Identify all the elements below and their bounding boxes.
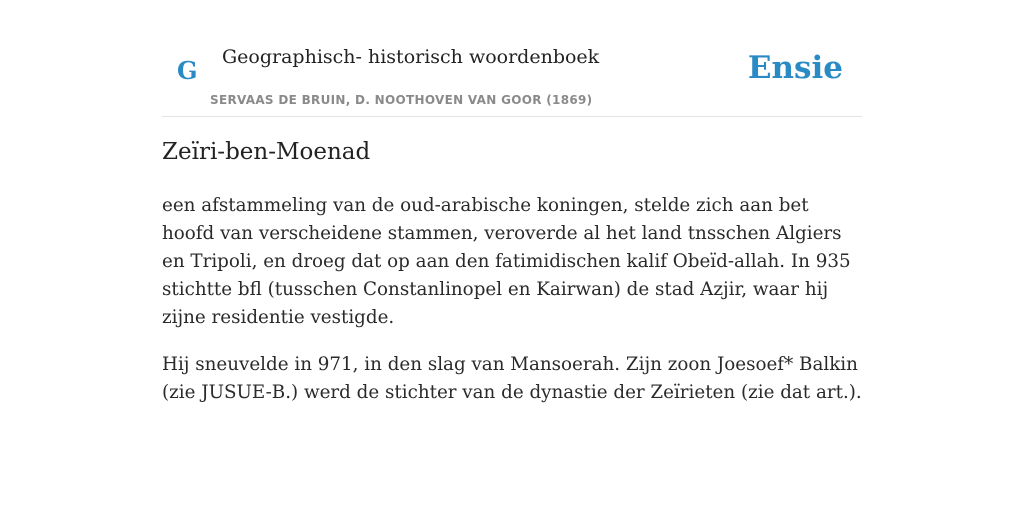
entry-paragraph: een afstammeling van de oud-arabische koningen, stelde zich aan bet hoofd van verscheidene stammen, veroverde al het land tnsschen Algiers en Tripoli, en droeg dat op aan den fatimidischen kalif Obeïd-allah. In 935 stichtte bfl (tusschen Constanlinopel en Kairwan) de stad Azjir, waar hij zijne residentie vestigde.: [162, 195, 851, 328]
ensie-logo-link[interactable]: Ensie: [747, 50, 843, 86]
dictionary-byline: SERVAAS DE BRUIN, D. NOOTHOVEN VAN GOOR (1869): [210, 93, 593, 107]
dictionary-logo-letter[interactable]: G: [177, 56, 198, 85]
page: [162, 0, 862, 403]
dictionary-title[interactable]: Geographisch- historisch woordenboek: [222, 46, 600, 68]
entry-paragraph: Hij sneuvelde in 971, in den slag van Mansoerah. Zijn zoon Joesoef* Balkin (zie JUSUE-B.) werd de stichter van de dynastie der Zeïrieten (zie dat art.).: [162, 354, 862, 403]
entry-title: Zeïri-ben-Moenad: [162, 139, 371, 165]
entry-body: [162, 192, 862, 426]
header: [162, 0, 862, 117]
